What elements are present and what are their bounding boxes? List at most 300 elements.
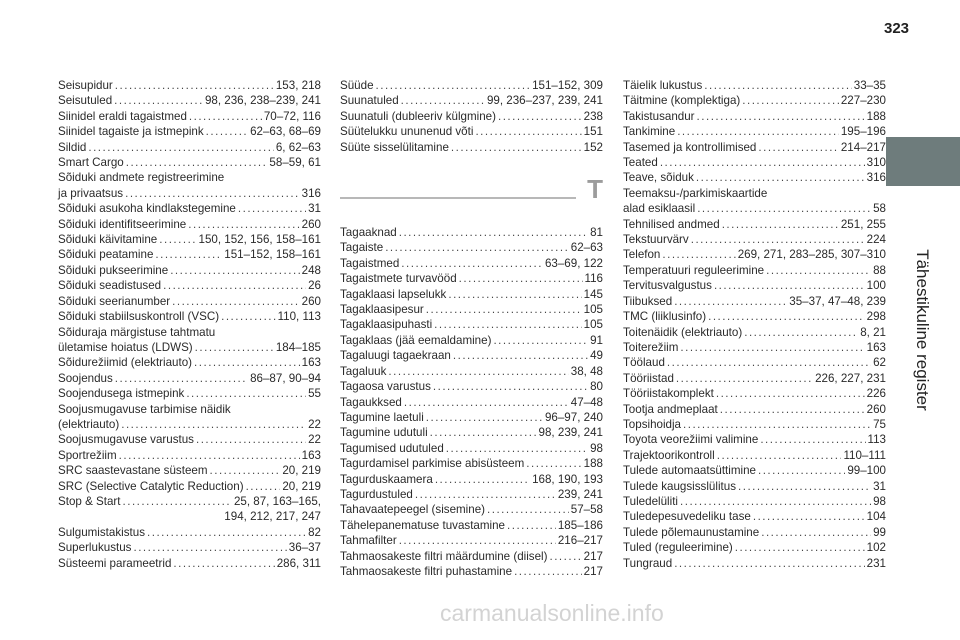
index-term: Süüde	[340, 79, 374, 92]
index-term: Tagaosa varustus	[340, 380, 431, 394]
index-pages: 26	[308, 279, 321, 293]
index-entry	[340, 441, 603, 456]
index-pages: 260	[866, 402, 886, 416]
index-pages: 98	[873, 494, 886, 508]
index-pages: 226, 227, 231	[815, 371, 886, 385]
dot-leader	[683, 417, 871, 432]
index-list-t	[340, 225, 603, 579]
index-entry	[623, 540, 886, 555]
dot-leader	[446, 441, 588, 456]
dot-leader	[680, 494, 871, 509]
index-entry	[58, 294, 321, 309]
index-term: Sildid	[58, 140, 87, 154]
index-entry	[623, 155, 886, 170]
index-pages: 62	[873, 356, 886, 370]
index-pages: 185–186	[557, 518, 603, 532]
index-entry	[623, 509, 886, 524]
dot-leader	[123, 494, 232, 509]
dot-leader	[147, 525, 306, 540]
dot-leader	[714, 278, 865, 293]
index-entry	[340, 425, 603, 440]
index-term: Tekstuurvärv	[623, 233, 689, 247]
index-pages: 153, 218	[275, 79, 321, 92]
dot-leader	[401, 256, 543, 271]
dot-leader	[88, 140, 274, 155]
dot-leader	[549, 549, 581, 564]
index-pages: 269, 271, 283–285, 307–310	[737, 248, 886, 262]
dot-leader	[662, 247, 735, 262]
index-pages: 82	[308, 525, 321, 539]
index-pages: 80	[590, 380, 603, 394]
index-term: Tulede põlemaunustamine	[623, 525, 760, 539]
index-entry	[623, 556, 886, 571]
index-pages: 98, 236, 238–239, 241	[204, 94, 321, 108]
index-entry	[58, 556, 321, 571]
index-term: Süüte sisselülitamine	[340, 140, 449, 154]
chapter-tab	[886, 137, 960, 186]
index-entry	[623, 371, 886, 386]
dot-leader	[697, 201, 871, 216]
index-pages: 151	[583, 125, 603, 139]
index-entry	[340, 395, 603, 410]
dot-leader	[114, 93, 203, 108]
index-pages: 217	[583, 564, 603, 578]
index-pages: 25, 87, 163–165,	[233, 494, 321, 508]
index-pages: 286, 311	[276, 556, 321, 570]
index-entry	[340, 379, 603, 394]
index-entry	[58, 78, 321, 93]
index-pages: 188	[583, 457, 603, 471]
index-term: Stop & Start	[58, 494, 121, 508]
dot-leader	[722, 217, 839, 232]
index-pages: 33–35	[853, 79, 886, 92]
index-term: Tagurduskaamera	[340, 472, 433, 486]
index-pages: 31	[308, 202, 321, 216]
index-pages: 96–97, 240	[544, 410, 603, 424]
dot-leader	[738, 479, 871, 494]
index-pages: 238	[583, 109, 603, 123]
dot-leader	[434, 317, 581, 332]
dot-leader	[742, 93, 839, 108]
index-pages: 58	[873, 202, 886, 216]
index-term: Tagumine laetuli	[340, 410, 424, 424]
index-entry	[58, 432, 321, 447]
index-term: Tagurdamisel parkimise abisüsteem	[340, 457, 525, 471]
dot-leader	[376, 78, 531, 93]
index-entry	[340, 271, 603, 286]
dot-leader	[221, 309, 275, 324]
dot-leader	[206, 124, 248, 139]
index-term: Sõiduki stabiilsuskontroll (VSC)	[58, 310, 220, 324]
index-term: Tuled (reguleerimine)	[623, 541, 733, 555]
dot-leader	[735, 540, 865, 555]
index-pages: 58–59, 61	[269, 156, 321, 170]
dot-leader	[119, 448, 300, 463]
index-entry	[340, 472, 603, 487]
index-entry	[623, 124, 886, 139]
index-term: Sõiduki peatamine	[58, 248, 154, 262]
index-entry	[623, 232, 886, 247]
dot-leader	[674, 294, 787, 309]
index-entry	[340, 518, 603, 533]
index-pages: 31	[873, 479, 886, 493]
index-pages: 99, 236–237, 239, 241	[486, 94, 603, 108]
index-pages: 110, 113	[277, 310, 321, 324]
index-term: Sõiduki identifitseerimine	[58, 217, 187, 231]
index-entry	[58, 263, 321, 278]
index-term: Tagaaknad	[340, 226, 397, 240]
index-term: Tulede kaugsisslülitus	[623, 479, 736, 493]
dot-leader	[453, 348, 588, 363]
dot-leader	[186, 386, 306, 401]
index-pages: 75	[873, 417, 886, 431]
index-term: Tootja andmeplaat	[623, 402, 718, 416]
index-term: Tagaiste	[340, 241, 384, 255]
index-entry	[58, 124, 321, 139]
index-pages: 22	[308, 433, 321, 447]
index-pages: 113	[867, 433, 886, 447]
index-pages: 63–69, 122	[544, 256, 603, 270]
index-entry	[623, 325, 886, 340]
index-term: Soojusmugavuse varustus	[58, 433, 194, 447]
index-pages: 88	[873, 263, 886, 277]
index-entry	[340, 549, 603, 564]
index-term: Tahmafilter	[340, 534, 397, 548]
index-entry-label: Sõiduraja märgistuse tahtmatu	[58, 325, 216, 339]
index-pages: 36–37	[288, 541, 321, 555]
index-pages: 98, 239, 241	[538, 426, 603, 440]
index-entry-label: Sõiduki andmete registreerimine	[58, 171, 225, 185]
index-entry	[58, 93, 321, 108]
index-entry	[58, 186, 321, 201]
dot-leader	[514, 564, 582, 579]
dot-leader	[717, 448, 842, 463]
index-entry	[340, 410, 603, 425]
index-pages: 49	[590, 349, 603, 363]
index-term: Temperatuuri reguleerimine	[623, 263, 765, 277]
index-term: Telefon	[623, 248, 661, 262]
index-pages: 163	[866, 340, 886, 354]
index-entry	[623, 278, 886, 293]
index-term: Sõiduki käivitamine	[58, 233, 158, 247]
index-term: alad esiklaasil	[623, 202, 696, 216]
dot-leader	[415, 487, 556, 502]
section-rule	[340, 197, 576, 199]
index-entry	[623, 78, 886, 93]
index-term: Tagaistmed	[340, 256, 400, 270]
index-entry	[58, 232, 321, 247]
index-entry	[623, 140, 886, 155]
dot-leader	[195, 340, 274, 355]
index-term: Siinidel eraldi tagaistmed	[58, 109, 187, 123]
index-entry	[340, 240, 603, 255]
index-entry	[58, 340, 321, 355]
index-term: Tehnilised andmed	[623, 217, 720, 231]
index-term: Tungraud	[623, 556, 673, 570]
index-pages: 116	[584, 272, 603, 286]
index-pages: 195–196	[840, 125, 886, 139]
index-term: Tagaluuk	[340, 364, 387, 378]
index-entry	[58, 217, 321, 232]
dot-leader	[459, 271, 583, 286]
index-entry	[340, 564, 603, 579]
index-term: Tahmaosakeste filtri määrdumine (diisel)	[340, 549, 548, 563]
index-entry	[340, 256, 603, 271]
index-entry	[58, 494, 321, 509]
index-pages: 99–100	[847, 464, 886, 478]
index-pages: 152	[583, 140, 603, 154]
dot-leader	[426, 410, 543, 425]
dot-leader	[172, 294, 300, 309]
index-entry-label: Soojusmugavuse tarbimise näidik	[58, 402, 231, 416]
index-entry	[623, 340, 886, 355]
index-entry	[340, 140, 603, 155]
index-entry	[58, 540, 321, 555]
dot-leader	[498, 109, 582, 124]
index-column-1	[58, 78, 321, 571]
index-term: Toiterežiim	[623, 340, 679, 354]
dot-leader	[404, 395, 569, 410]
index-pages: 81	[590, 226, 603, 240]
index-entry	[623, 386, 886, 401]
index-term: Takistusandur	[623, 109, 695, 123]
index-term: Sõiduki asukoha kindlakstegemine	[58, 202, 236, 216]
dot-leader	[121, 417, 306, 432]
index-pages: 251, 255	[840, 217, 886, 231]
dot-leader	[720, 402, 865, 417]
index-pages: 310	[866, 156, 886, 170]
dot-leader	[238, 201, 306, 216]
index-term: Soojendusega istmepink	[58, 387, 185, 401]
index-term: Tööriistad	[623, 371, 674, 385]
index-term: Täitmine (komplektiga)	[623, 94, 741, 108]
index-pages: 6, 62–63	[275, 140, 321, 154]
index-entry-label: Teemaksu-/parkimiskaartide	[623, 186, 768, 200]
index-entry	[623, 201, 886, 216]
index-entry	[623, 448, 886, 463]
index-term: Suunatuli (dubleeriv külgmine)	[340, 109, 496, 123]
dot-leader	[399, 225, 588, 240]
index-entry	[58, 247, 321, 262]
index-pages: 163	[301, 448, 321, 462]
index-entry	[623, 402, 886, 417]
index-term: Superlukustus	[58, 541, 132, 555]
index-entry	[623, 479, 886, 494]
index-pages: 100	[866, 279, 886, 293]
dot-leader	[426, 302, 582, 317]
index-pages: 145	[583, 287, 603, 301]
index-entry	[58, 109, 321, 124]
index-entry	[623, 432, 886, 447]
dot-leader	[433, 379, 588, 394]
dot-leader	[758, 463, 845, 478]
dot-leader	[526, 456, 581, 471]
index-entry-pages-continued: 194, 212, 217, 247	[224, 510, 321, 524]
dot-leader	[399, 533, 556, 548]
dot-leader	[115, 78, 274, 93]
dot-leader	[696, 170, 865, 185]
index-pages: 298	[866, 310, 886, 324]
index-entry	[623, 355, 886, 370]
index-term: Tagaistmete turvavööd	[340, 272, 457, 286]
dot-leader	[188, 217, 299, 232]
index-pages: 151–152, 309	[532, 79, 603, 92]
index-pages: 224	[866, 233, 886, 247]
index-entry	[623, 294, 886, 309]
index-pages: 20, 219	[282, 479, 321, 493]
index-pages: 105	[583, 318, 603, 332]
index-term: Tuledepesuvedeliku tase	[623, 510, 751, 524]
dot-leader	[475, 124, 581, 139]
index-pages: 86–87, 90–94	[250, 371, 321, 385]
dot-leader	[196, 432, 306, 447]
index-entry	[340, 487, 603, 502]
index-pages: 38, 48	[570, 364, 603, 378]
index-entry	[623, 247, 886, 262]
index-pages: 316	[301, 186, 321, 200]
index-entry	[58, 155, 321, 170]
dot-leader	[155, 247, 222, 262]
page-number: 323	[884, 20, 910, 37]
index-term: ja privaatsus	[58, 186, 124, 200]
index-pages: 151–152, 158–161	[224, 248, 321, 262]
index-entry	[58, 140, 321, 155]
index-pages: 239, 241	[557, 487, 603, 501]
index-term: Tagaklaasipuhasti	[340, 318, 433, 332]
index-term: Tagaluugi tagaekraan	[340, 349, 451, 363]
index-term: Toitenäidik (elektriauto)	[623, 325, 743, 339]
index-entry	[58, 448, 321, 463]
index-term: Soojendus	[58, 371, 113, 385]
index-pages: 91	[590, 333, 603, 347]
dot-leader	[676, 371, 813, 386]
dot-leader	[766, 263, 871, 278]
dot-leader	[753, 509, 865, 524]
index-term: Tulede automaatsüttimine	[623, 464, 756, 478]
dot-leader	[388, 364, 568, 379]
dot-leader	[246, 479, 281, 494]
dot-leader	[115, 371, 248, 386]
index-term: Süütelukku ununenud võti	[340, 125, 474, 139]
index-term: Tööriistakomplekt	[623, 387, 714, 401]
dot-leader	[170, 263, 299, 278]
section-header-t	[340, 174, 603, 217]
index-term: Teated	[623, 156, 658, 170]
index-entry	[58, 278, 321, 293]
index-term: (elektriauto)	[58, 417, 120, 431]
index-entry	[623, 463, 886, 478]
index-pages: 98	[590, 441, 603, 455]
index-pages: 248	[301, 263, 321, 277]
index-list-s-end	[340, 78, 603, 155]
index-entry	[340, 93, 603, 108]
index-pages: 70–72, 116	[263, 109, 321, 123]
index-entry	[58, 525, 321, 540]
index-pages: 99	[873, 525, 886, 539]
dot-leader	[133, 540, 286, 555]
dot-leader	[448, 287, 581, 302]
index-term: Seisutuled	[58, 94, 113, 108]
index-entry	[340, 456, 603, 471]
index-pages: 20, 219	[282, 464, 321, 478]
index-term: Trajektoorikontroll	[623, 448, 715, 462]
index-term: Tagurdustuled	[340, 487, 413, 501]
index-column-2	[340, 78, 603, 579]
dot-leader	[159, 232, 196, 247]
index-entry	[340, 502, 603, 517]
index-pages: 316	[866, 171, 886, 185]
index-pages: 260	[301, 217, 321, 231]
index-term: Tuledelüliti	[623, 494, 678, 508]
dot-leader	[758, 140, 838, 155]
index-entry	[340, 78, 603, 93]
dot-leader	[691, 232, 865, 247]
dot-leader	[430, 425, 537, 440]
index-pages: 188	[866, 109, 886, 123]
dot-leader	[761, 525, 871, 540]
index-entry	[623, 309, 886, 324]
index-pages: 62–63, 68–69	[250, 125, 321, 139]
index-term: Tiibuksed	[623, 294, 673, 308]
index-pages: 57–58	[570, 503, 603, 517]
index-entry	[623, 93, 886, 108]
index-entry	[58, 479, 321, 494]
index-entry	[58, 355, 321, 370]
index-pages: 226	[866, 387, 886, 401]
index-pages: 62–63	[570, 241, 603, 255]
index-entry	[623, 494, 886, 509]
index-term: SRC (Selective Catalytic Reduction)	[58, 479, 244, 493]
index-term: Tervitusvalgustus	[623, 279, 712, 293]
index-entry	[58, 371, 321, 386]
index-entry	[58, 417, 321, 432]
dot-leader	[507, 518, 556, 533]
index-pages: 102	[866, 541, 886, 555]
dot-leader	[125, 186, 300, 201]
dot-leader	[173, 556, 274, 571]
index-pages: 104	[866, 510, 886, 524]
index-term: Tahmaosakeste filtri puhastamine	[340, 564, 513, 578]
index-entry	[623, 109, 886, 124]
index-entry	[340, 317, 603, 332]
index-pages: 216–217	[557, 534, 603, 548]
index-term: Tagaukksed	[340, 395, 402, 409]
index-term: Tagaklaasipesur	[340, 303, 424, 317]
dot-leader	[708, 309, 865, 324]
index-term: Siinidel tagaiste ja istmepink	[58, 125, 204, 139]
chapter-label: Tähestikuline register	[913, 249, 932, 411]
index-pages: 110–111	[843, 448, 886, 462]
index-term: Teave, sõiduk	[623, 171, 694, 185]
index-term: Tähelepanematuse tuvastamine	[340, 518, 505, 532]
index-pages: 55	[308, 387, 321, 401]
index-column-3	[623, 78, 886, 571]
index-term: Tagaklaasi lapselukk	[340, 287, 447, 301]
index-term: Tahavaatepeegel (sisemine)	[340, 503, 486, 517]
index-term: Täielik lukustus	[623, 79, 703, 92]
index-term: TMC (liiklusinfo)	[623, 310, 707, 324]
dot-leader	[744, 325, 858, 340]
index-entry	[58, 309, 321, 324]
dot-leader	[680, 340, 864, 355]
index-entry	[340, 348, 603, 363]
index-term: ületamise hoiatus (LDWS)	[58, 340, 193, 354]
index-pages: 231	[866, 556, 886, 570]
index-entry	[58, 201, 321, 216]
index-term: Sportrežiim	[58, 448, 117, 462]
index-entry	[340, 109, 603, 124]
index-pages: 35–37, 47–48, 239	[789, 294, 886, 308]
